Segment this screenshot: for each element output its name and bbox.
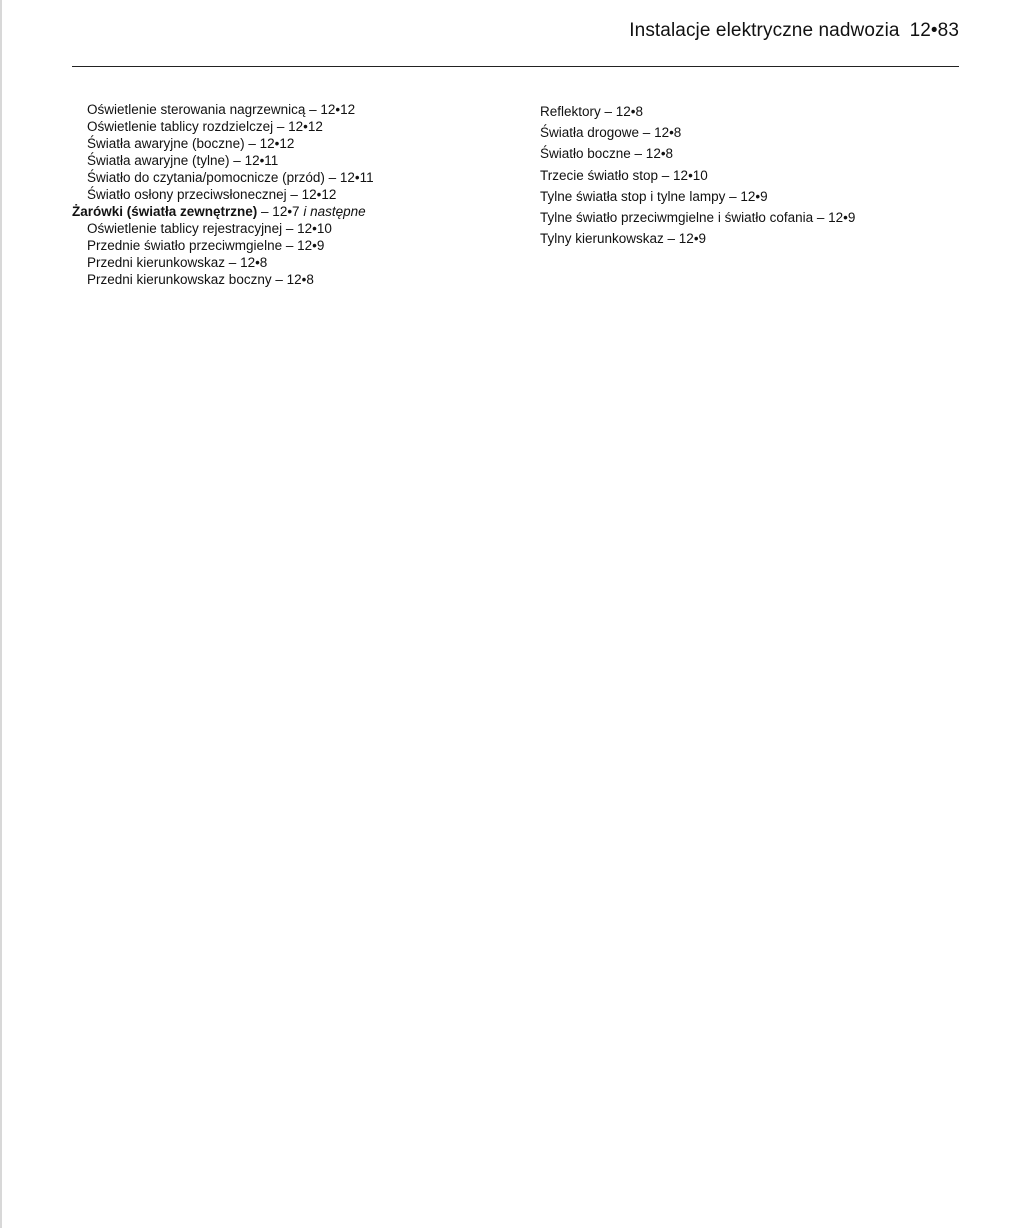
index-heading-ref: – 12•7 bbox=[257, 204, 304, 219]
index-entry: Tylne światła stop i tylne lampy – 12•9 bbox=[540, 188, 768, 204]
index-entry: Światła awaryjne (boczne) – 12•12 bbox=[87, 136, 295, 151]
index-entry: Oświetlenie sterowania nagrzewnicą – 12•12 bbox=[87, 102, 356, 117]
index-heading-suffix: i następne bbox=[303, 204, 366, 219]
index-entry: Przedni kierunkowskaz boczny – 12•8 bbox=[87, 272, 314, 287]
index-entry: Tylne światło przeciwmgielne i światło cofania – 12•9 bbox=[540, 210, 856, 226]
index-entry: Reflektory – 12•8 bbox=[540, 104, 644, 119]
index-column-right bbox=[540, 101, 960, 249]
index-entry: Przednie światło przeciwmgielne – 12•9 bbox=[87, 238, 325, 253]
index-heading-entry bbox=[72, 203, 512, 220]
page-left-border bbox=[0, 0, 2, 1228]
index-entry: Światło boczne – 12•8 bbox=[540, 146, 674, 162]
page-number: 12•83 bbox=[909, 20, 959, 41]
index-entry: Tylny kierunkowskaz – 12•9 bbox=[540, 231, 707, 247]
running-header bbox=[629, 20, 959, 42]
index-entry: Trzecie światło stop – 12•10 bbox=[540, 167, 708, 183]
index-column-left bbox=[72, 101, 512, 288]
index-entry: Światło do czytania/pomocnicze (przód) – 12•11 bbox=[87, 170, 374, 185]
index-entry: Światła awaryjne (tylne) – 12•11 bbox=[87, 153, 279, 168]
index-entry: Światło osłony przeciwsłonecznej – 12•12 bbox=[87, 187, 337, 202]
header-rule bbox=[72, 66, 959, 67]
index-entry: Światła drogowe – 12•8 bbox=[540, 125, 682, 141]
index-entry: Oświetlenie tablicy rejestracyjnej – 12•10 bbox=[87, 221, 332, 236]
index-entry: Oświetlenie tablicy rozdzielczej – 12•12 bbox=[87, 119, 323, 134]
index-heading-term: Żarówki (światła zewnętrzne) bbox=[72, 204, 258, 219]
section-title: Instalacje elektryczne nadwozia bbox=[629, 20, 900, 41]
index-entry: Przedni kierunkowskaz – 12•8 bbox=[87, 255, 268, 270]
